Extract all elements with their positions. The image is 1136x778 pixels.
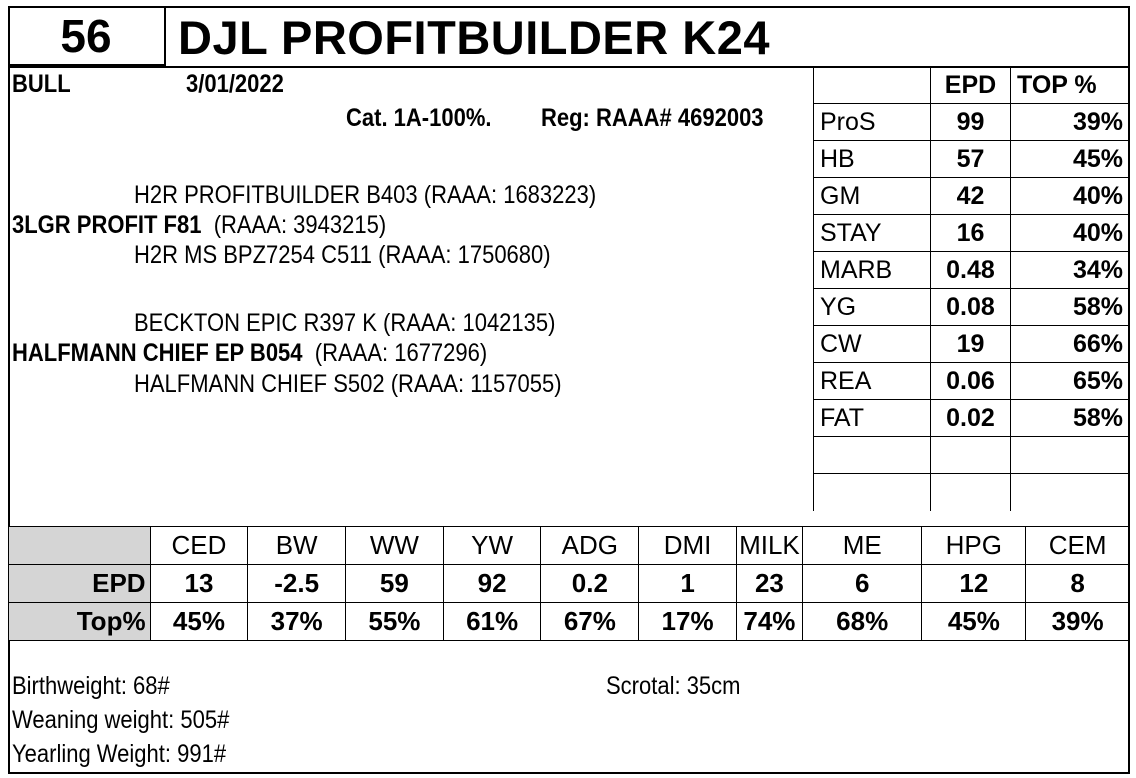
epd-header: EPD <box>931 67 1011 104</box>
performance-top-row: Top% 45% 37% 55% 61% 67% 17% 74% 68% 45% 39% <box>9 603 1130 641</box>
performance-epd-table <box>8 526 1130 641</box>
registration: Reg: RAAA# 4692003 <box>541 104 764 132</box>
birthweight: Birthweight: 68# <box>12 672 170 700</box>
table-row-empty <box>814 437 1130 474</box>
index-table-header <box>814 67 1130 104</box>
table-row: YG 0.08 58% <box>814 289 1130 326</box>
dam-sire: BECKTON EPIC R397 K (RAAA: 1042135) <box>134 309 556 337</box>
table-row: GM 42 40% <box>814 178 1130 215</box>
table-row: ProS 99 39% <box>814 104 1130 141</box>
index-epd-table <box>813 66 1130 511</box>
yearling-weight: Yearling Weight: 991# <box>12 740 227 768</box>
sire-reg: (RAAA: 3943215) <box>213 211 387 239</box>
dam <box>12 339 487 368</box>
dam-dam: HALFMANN CHIEF S502 (RAAA: 1157055) <box>134 370 562 398</box>
lot-number: 56 <box>8 6 166 66</box>
table-row: STAY 16 40% <box>814 215 1130 252</box>
dam-name: HALFMANN CHIEF EP B054 <box>12 339 303 367</box>
birth-date: 3/01/2022 <box>186 70 284 98</box>
table-row-empty <box>814 474 1130 511</box>
category: Cat. 1A-100%. <box>346 104 492 132</box>
sire-dam: H2R MS BPZ7254 C511 (RAAA: 1750680) <box>134 241 551 269</box>
top-header: TOP % <box>1011 67 1130 104</box>
weaning-weight: Weaning weight: 505# <box>12 706 230 734</box>
table-row: CW 19 66% <box>814 326 1130 363</box>
table-row: REA 0.06 65% <box>814 363 1130 400</box>
sex-label: BULL <box>12 70 71 98</box>
scrotal: Scrotal: 35cm <box>606 672 741 700</box>
table-row: FAT 0.02 58% <box>814 400 1130 437</box>
sire-sire: H2R PROFITBUILDER B403 (RAAA: 1683223) <box>134 181 597 209</box>
table-row: HB 57 45% <box>814 141 1130 178</box>
performance-header-row: CED BW WW YW ADG DMI MILK ME HPG CEM <box>9 527 1130 565</box>
sire-name: 3LGR PROFIT F81 <box>12 211 202 239</box>
table-row: MARB 0.48 34% <box>814 252 1130 289</box>
dam-reg: (RAAA: 1677296) <box>314 339 488 367</box>
performance-epd-row: EPD 13 -2.5 59 92 0.2 1 23 6 12 8 <box>9 565 1130 603</box>
sire <box>12 211 386 240</box>
animal-name: DJL PROFITBUILDER K24 <box>178 11 770 64</box>
